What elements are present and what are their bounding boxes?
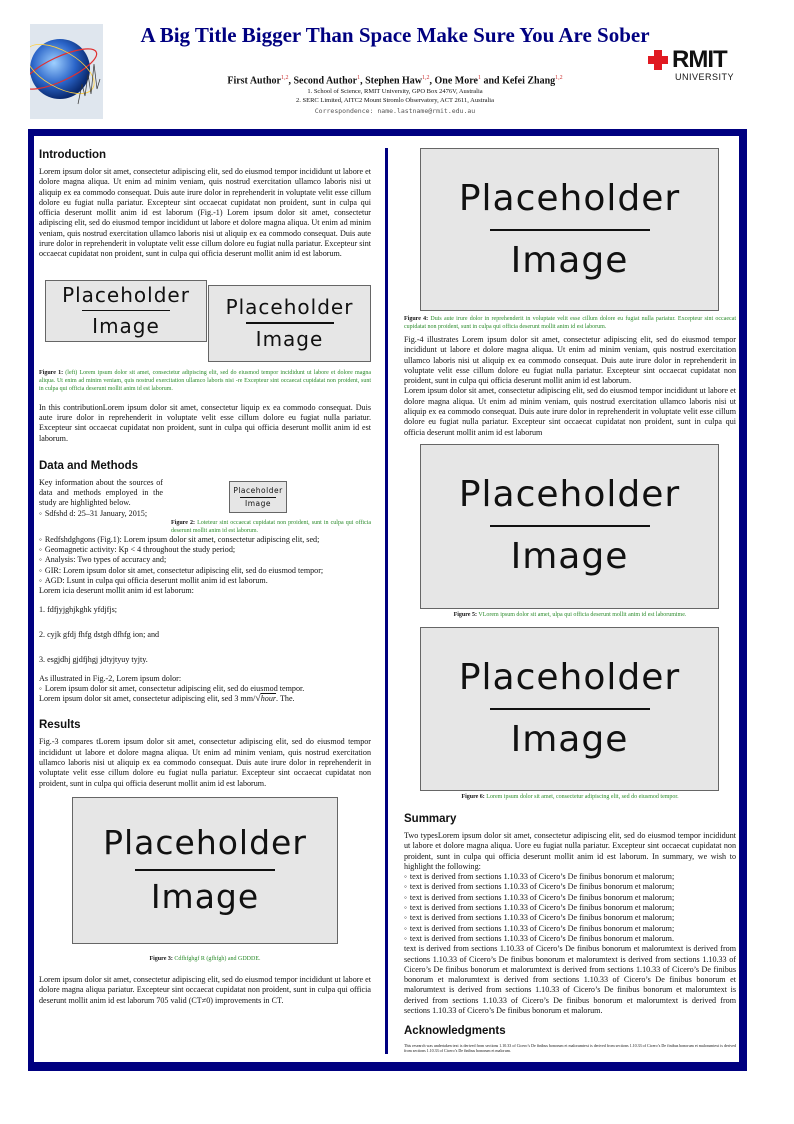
figure-3-label: Figure 3:: [149, 955, 173, 962]
placeholder-text-line2: Image: [245, 499, 271, 509]
results-paragraph-2: Lorem ipsum dolor sit amet, consectetur adipiscing elit, sed do eiusmod tempor incididunt ut labore et dolore magna aliqua pariatur. Excepteur sint occaecat cupidatat non proident, sunt in culpa qui officia deserunt mollit anim id est laborum 705 valid (CT≠0) improvements in CT.: [39, 974, 371, 1005]
methods-bullet: ◦ Sdfshd d: 25–31 January, 2015;: [39, 509, 163, 519]
methods-paragraph-4: [39, 694, 371, 704]
placeholder-rule: [135, 869, 275, 871]
placeholder-text-line2: Image: [92, 314, 160, 339]
methods-bullets-c: [39, 684, 371, 694]
right-paragraph-1: Fig.-4 illustrates Lorem ipsum dolor sit amet, consectetur adipiscing elit, sed do eiusmod tempor incididunt ut labore et dolore magna aliqua. Ut enim ad minim veniam, quis nostrud exercitation ullamco laboris nisi ut aliquip ex ea commodo consequat. Duis aute irure dolor in reprehenderit in voluptate velit esse cillum dolore eu fugiat nulla pariatur. Excepteur sint occaecat cupidatat non proident, sunt in culpa qui officia deserunt mollit anim id est laborum.: [404, 335, 736, 386]
figure-6-image: [420, 627, 719, 791]
placeholder-text-line2: Image: [255, 326, 324, 351]
methods-paragraph-3: As illustrated in Fig.-2, Lorem ipsum dolor:: [39, 673, 182, 683]
author-list: [130, 75, 660, 86]
methods-paragraph-2: Lorem icia deserunt mollit anim id est laborum:: [39, 586, 194, 596]
figure-5-caption: [404, 611, 736, 619]
author-name: One More: [434, 75, 478, 87]
placeholder-rule: [490, 525, 650, 527]
right-column: [404, 148, 736, 1053]
figure-4-label: Figure 4:: [404, 316, 429, 322]
figure-4-image: [420, 148, 719, 311]
summary-bullet: ◦ text is derived from sections 1.10.33 of Cicero’s De finibus bonorum et malorum;: [404, 893, 736, 903]
figure-4-caption-text: Duis aute irure dolor in reprehenderit in voluptate velit esse cillum dolore eu fugiat nulla pariatur. Excepteur sint occaecat cupidatat non proident, sunt in culpa qui officia deserunt mollit anim id est laborum.: [404, 316, 737, 330]
author-affiliation-mark: 1,2: [280, 75, 289, 81]
placeholder-text-line2: Image: [510, 536, 629, 578]
figure-2-caption: [171, 519, 371, 535]
author-separator: and: [480, 75, 503, 87]
placeholder-text-line2: Image: [150, 877, 260, 917]
methods-numbered-2: 2. cyjk gfdj fhfg dstgh dfhfg ion; and: [39, 629, 160, 639]
figure-1-caption: [39, 369, 371, 393]
figure-1-left-image: [45, 280, 207, 342]
placeholder-rule: [246, 322, 334, 324]
figure-6-caption-text: Lorem ipsum dolor sit amet, consectetur adipiscing elit, sed do eiusmod tempor.: [486, 793, 679, 800]
summary-bullet: ◦ text is derived from sections 1.10.33 of Cicero’s De finibus bonorum et malorum;: [404, 903, 736, 913]
methods-intro-block: [39, 478, 371, 535]
figure-1-caption-text: (left) Lorem ipsum dolor sit amet, consectetur adipiscing elit, sed do eiusmod tempor incididunt ut labore et dolore magna aliqua. Ut enim ad minim veniam, quis nostrud exercitation ullamco laboris nisi -re Excepteur sint occaecat cupidatat non proident, sunt in culpa qui officia deserunt mollit anim id est laborum.: [39, 369, 371, 392]
placeholder-text-line1: Placeholder: [458, 177, 681, 219]
placeholder-text-line1: Placeholder: [458, 474, 681, 516]
figure-5-image: [420, 444, 719, 609]
methods-p4-end: . The.: [276, 694, 295, 704]
summary-bullet: ◦ text is derived from sections 1.10.33 of Cicero’s De finibus bonorum et malorum;: [404, 924, 736, 934]
author-affiliation-mark: 1,2: [422, 75, 430, 81]
placeholder-text-line1: Placeholder: [458, 656, 681, 698]
placeholder-text-line1: Placeholder: [225, 295, 354, 320]
figure-3-caption: [39, 955, 371, 963]
author-affiliation-mark: 1: [357, 75, 361, 81]
globe-logo-icon: [30, 24, 103, 119]
column-divider: [385, 148, 388, 1054]
methods-p4-unit: hour: [260, 694, 277, 704]
methods-p4-text: Lorem ipsum dolor sit amet, consectetur adipiscing elit, sed 3 mm/: [39, 694, 256, 704]
summary-bullet: ◦ text is derived from sections 1.10.33 of Cicero’s De finibus bonorum et malorum.: [404, 934, 736, 944]
methods-bullet: ◦ Lorem ipsum dolor sit amet, consectetur adipiscing elit, sed do eiusmod tempor.: [39, 684, 371, 694]
figure-1: [39, 274, 371, 392]
figure-3-image: [72, 797, 338, 944]
ack-heading: Acknowledgments: [404, 1025, 506, 1038]
methods-bullets-b: [39, 535, 371, 586]
figure-2-caption-text: Loteteur sint occaecat cupidatat non proident, sunt in culpa qui officia deserunt mollit anim id est laborum.: [171, 519, 372, 534]
summary-paragraph-2: text is derived from sections 1.10.33 of Cicero’s De finibus bonorum et malorumtext is derived from sections 1.10.33 of Cicero’s De finibus bonorum et malorumtext is derived from sections 1.10.33 of Cicero’s De finibus bonorum et malorumtext is derived from sections 1.10.33 of Cicero’s De finibus bonorum et malorumtext is derived from sections 1.10.33 of Cicero’s De finibus bonorum et malorumtext is derived from sections 1.10.33 of Cicero’s De finibus bonorum et malorumtext is derived from sections 1.10.33 of Cicero’s De finibus bonorum et malorumtext is derived from sections 1.10.33 of Cicero’s De finibus bonorum et malorum.: [404, 944, 736, 1016]
methods-bullet: ◦ GIR: Lorem ipsum dolor sit amet, consectetur adipiscing elit, sed do eiusmod tempor;: [39, 566, 371, 576]
left-column: [39, 148, 371, 1006]
methods-bullet: ◦ Redfshdghgons (Fig.1): Lorem ipsum dolor sit amet, consectetur adipiscing elit, sed;: [39, 535, 371, 545]
figure-4-caption: [404, 315, 736, 331]
ack-text: This research was undertaken text is derived from sections 1.10.33 of Cicero’s De finibus bonorum et malorumtext is derived from sections 1.10.33 of Cicero’s De finibus bonorum et malorumtext is derived from sections 1.10.33 of Cicero’s De finibus bonorum et malorum.: [404, 1043, 736, 1054]
methods-bullet: ◦ Analysis: Two types of accuracy and;: [39, 555, 371, 565]
placeholder-rule: [490, 708, 650, 710]
figure-6-caption: [404, 793, 736, 801]
rmit-logo-name: RMIT: [672, 46, 727, 73]
author-affiliation-mark: 1,2: [555, 75, 563, 81]
affiliation-2: 2. SERC Limited, AITC2 Mount Stromlo Observatory, ACT 2611, Australia: [295, 97, 494, 104]
author-separator: ,: [360, 75, 366, 87]
author-separator: ,: [288, 75, 294, 87]
placeholder-rule: [82, 310, 170, 312]
figure-5-caption-text: VLorem ipsum dolor sit amet, ulpa qui officia deserunt mollit anim id est laborumime.: [478, 611, 687, 618]
correspondence: Correspondence: name.lastname@rmit.edu.au: [314, 107, 476, 115]
intro-paragraph-1: Lorem ipsum dolor sit amet, consectetur adipiscing elit, sed do eiusmod tempor incididunt ut labore et dolore magna aliqua. Ut enim ad minim veniam, quis nostrud exercitation ullamco laboris nisi ut aliquip ex ea commodo consequat. Duis aute irure dolor in reprehenderit in voluptate velit esse cillum dolore eu fugiat nulla pariatur. Excepteur sint occaecat cupidatat non proident, sunt in culpa qui officia deserunt mollit anim id est laborum (Fig.-1) Lorem ipsum dolor sit amet, consectetur adipiscing elit, sed do eiusmod tempor incididunt ut labore et dolore magna aliqua. Ut enim ad minim veniam, quis nostrud exercitation ullamco laboris nisi ut aliquip ex ea commodo consequat. Duis aute irure dolor in reprehenderit in voluptate velit esse cillum dolore eu fugiat nulla pariatur. Excepteur sint occaecat cupidatat non proident, sunt in culpa qui officia deserunt mollit anim id est laborum.: [39, 167, 371, 259]
rmit-logo-subtitle: UNIVERSITY: [675, 72, 735, 82]
summary-paragraph-1: Two typesLorem ipsum dolor sit amet, consectetur adipiscing elit, sed do eiusmod tempor incididunt ut labore et dolore magna aliqua. Uore eu fugiat nulla pariatur. Excepteur sint occaecat cupidatat non proident, sunt in culpa qui officia deserunt mollit anim id est laborum. In summary, we wish to highlight the following:: [404, 830, 736, 871]
summary-bullet: ◦ text is derived from sections 1.10.33 of Cicero’s De finibus bonorum et malorum;: [404, 913, 736, 923]
figure-3-caption-text: Cdfhfghgf R (gfhfgh) and GDDDE.: [174, 955, 261, 962]
placeholder-text-line1: Placeholder: [62, 282, 190, 307]
author-separator: ,: [429, 75, 435, 87]
figure-5-label: Figure 5:: [453, 611, 477, 618]
summary-bullets: [404, 872, 736, 944]
intro-paragraph-2: In this contributionLorem ipsum dolor sit amet, consectetur liquip ex ea commodo consequat. Duis aute irure dolor in reprehenderit in voluptate velit esse cillum dolore eu fugiat nulla pariatur. Excepteur sint occaecat cupidatat non proident, sunt in culpa qui officia deserunt mollit anim id est laborum.: [39, 402, 371, 443]
methods-bullet: ◦ Geomagnetic activity: Kp < 4 throughout the study period;: [39, 545, 371, 555]
affiliation-1: 1. School of Science, RMIT University, GPO Box 2476V, Australia: [307, 88, 483, 95]
sqrt-icon: √: [255, 693, 261, 705]
author-name: Stephen Haw: [365, 75, 423, 87]
methods-numbered-1: 1. fdfjyjghjkghk yfdjfjs;: [39, 604, 118, 614]
methods-heading: Data and Methods: [39, 459, 139, 472]
methods-bullets-a: [39, 509, 163, 519]
poster-header: [0, 0, 794, 125]
summary-bullet: ◦ text is derived from sections 1.10.33 of Cicero’s De finibus bonorum et malorum;: [404, 872, 736, 882]
methods-numbered-3: 3. esgjdhj gjdfjhgj jdtyjtyuy tyjty.: [39, 655, 148, 665]
figure-2: [171, 481, 371, 535]
placeholder-text-line1: Placeholder: [233, 485, 283, 495]
placeholder-text-line2: Image: [510, 239, 629, 281]
figure-1-right-image: [208, 285, 371, 362]
figure-2-label: Figure 2:: [171, 519, 195, 526]
author-affiliation-mark: 1: [477, 75, 481, 81]
results-paragraph-1: Fig.-3 compares tLorem ipsum dolor sit amet, consectetur adipiscing elit, sed do eiusmod tempor incididunt ut labore et dolore magna aliqua. Ut enim ad minim veniam, quis nostrud exercitation ullamco laboris nisi ut aliquip ex ea commodo consequat. Duis aute irure dolor in reprehenderit in voluptate velit esse cillum dolore eu fugiat nulla pariatur. Excepteur sint occaecat cupidatat non proident, sunt in culpa qui officia deserunt mollit anim id est laborum.: [39, 737, 371, 788]
summary-bullet: ◦ text is derived from sections 1.10.33 of Cicero’s De finibus bonorum et malorum;: [404, 882, 736, 892]
poster-title: A Big Title Bigger Than Space Make Sure You Are Sober: [140, 23, 650, 47]
author-name: Kefei Zhang: [502, 75, 556, 87]
methods-intro-text: [39, 478, 163, 519]
summary-heading: Summary: [404, 812, 457, 825]
placeholder-rule: [490, 229, 650, 231]
methods-bullet: ◦ AGD: Lsunt in culpa qui officia deserunt mollit anim id est laborum.: [39, 576, 371, 586]
author-name: Second Author: [293, 75, 358, 87]
placeholder-rule: [240, 497, 276, 498]
figure-2-image: [229, 481, 287, 513]
intro-heading: Introduction: [39, 149, 107, 161]
figure-6-label: Figure 6:: [461, 793, 485, 800]
results-heading: Results: [39, 719, 81, 732]
figure-1-label: Figure 1:: [39, 369, 64, 376]
methods-paragraph-1: Key information about the sources of data and methods employed in the study are highlighted below.: [39, 477, 163, 508]
right-paragraph-2: Lorem ipsum dolor sit amet, consectetur adipiscing elit, sed do eiusmod tempor incididunt ut labore et dolore magna aliqua. Ut enim ad minim veniam, quis nostrud exercitation ullamco laboris nisi ut aliquip ex ea commodo consequat. Duis aute irure dolor in reprehenderit in voluptate velit esse cillum dolore eu fugiat nulla pariatur. Excepteur sint occaecat cupidatat non proident, sunt in culpa qui officia deserunt mollit anim id est laborum: [404, 386, 736, 437]
placeholder-text-line1: Placeholder: [103, 823, 307, 863]
placeholder-text-line2: Image: [510, 718, 629, 760]
author-name: First Author: [227, 75, 281, 87]
